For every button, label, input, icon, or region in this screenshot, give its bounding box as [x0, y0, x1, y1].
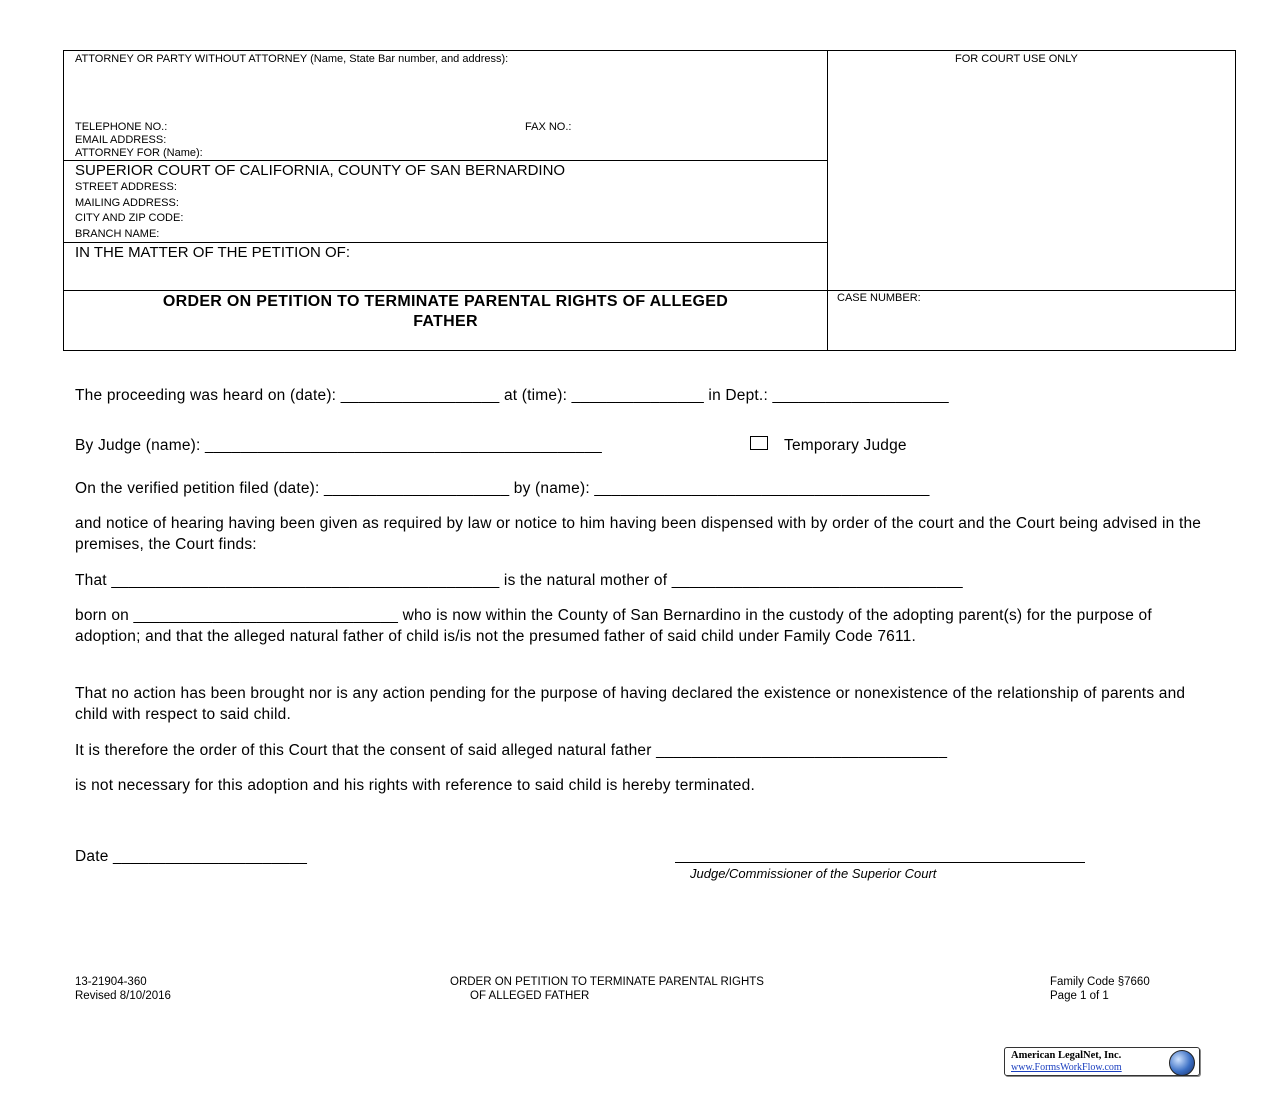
born-paragraph: born on ______________________________ who is now within the County of San Bernardino in the custody of the adopting parent(s) for the purpose of adoption; and that the alleged natural father of child is/is not the presumed father of said child under Family Code 7611.: [75, 607, 1152, 645]
matter-label: IN THE MATTER OF THE PETITION OF:: [75, 244, 351, 261]
fax-label: FAX NO.:: [525, 121, 572, 133]
legalnet-logo[interactable]: [1004, 1047, 1200, 1076]
temporary-judge-checkbox[interactable]: [750, 436, 768, 450]
globe-icon: [1169, 1050, 1195, 1076]
caption-divider-attorney: [64, 160, 827, 161]
case-number-label: CASE NUMBER:: [837, 292, 921, 304]
court-name: SUPERIOR COURT OF CALIFORNIA, COUNTY OF SAN BERNARDINO: [75, 162, 566, 179]
email-label: EMAIL ADDRESS:: [75, 134, 167, 146]
branch-name-label: BRANCH NAME:: [75, 228, 160, 240]
city-zip-label: CITY AND ZIP CODE:: [75, 212, 184, 224]
caption-divider-title: [64, 290, 1235, 291]
no-action-paragraph: That no action has been brought nor is any action pending for the purpose of having declared the existence or nonexistence of the relationship of parents and child with respect to said child.: [75, 685, 1186, 723]
terminated-line: is not necessary for this adoption and his rights with reference to said child is hereby terminated.: [75, 777, 755, 794]
caption-box: [63, 50, 1236, 351]
form-number: 13-21904-360: [75, 976, 147, 988]
revised-date: Revised 8/10/2016: [75, 990, 171, 1002]
logo-company-name: American LegalNet, Inc.: [1011, 1050, 1122, 1061]
notice-paragraph: and notice of hearing having been given as required by law or notice to him having been dispensed with by order of the court and the Court being advised in the premises, the Court finds:: [75, 515, 1202, 553]
mailing-address-label: MAILING ADDRESS:: [75, 197, 179, 209]
temporary-judge-label: Temporary Judge: [784, 437, 907, 454]
form-title-line1: ORDER ON PETITION TO TERMINATE PARENTAL RIGHTS OF ALLEGED: [162, 293, 729, 310]
logo-url-link[interactable]: www.FormsWorkFlow.com: [1011, 1062, 1122, 1073]
signature-line: [675, 862, 1085, 863]
caption-divider-vertical: [827, 51, 828, 350]
footer-title-line2: OF ALLEGED FATHER: [470, 990, 590, 1002]
telephone-label: TELEPHONE NO.:: [75, 121, 168, 133]
attorney-label: ATTORNEY OR PARTY WITHOUT ATTORNEY (Name, State Bar number, and address):: [75, 53, 509, 65]
form-title-line2: FATHER: [413, 313, 478, 330]
family-code: Family Code §7660: [1050, 976, 1150, 988]
footer-title-line1: ORDER ON PETITION TO TERMINATE PARENTAL RIGHTS: [450, 976, 764, 988]
petition-line: On the verified petition filed (date): _____________________ by (name): ______________________________________: [75, 480, 930, 497]
caption-divider-court: [64, 242, 827, 243]
mother-line: That ____________________________________________ is the natural mother of _________________________________: [75, 572, 963, 589]
street-address-label: STREET ADDRESS:: [75, 181, 177, 193]
hearing-line: The proceeding was heard on (date): __________________ at (time): _______________ in Dept.: ____________________: [75, 387, 949, 404]
date-line: Date ______________________: [75, 848, 308, 865]
signature-caption: Judge/Commissioner of the Superior Court: [690, 866, 937, 881]
judge-line: By Judge (name): _____________________________________________: [75, 437, 602, 454]
page-number: Page 1 of 1: [1050, 990, 1109, 1002]
order-line: It is therefore the order of this Court that the consent of said alleged natural father _________________________________: [75, 742, 948, 759]
attorney-for-label: ATTORNEY FOR (Name):: [75, 147, 203, 159]
court-use-label: FOR COURT USE ONLY: [955, 53, 1078, 65]
